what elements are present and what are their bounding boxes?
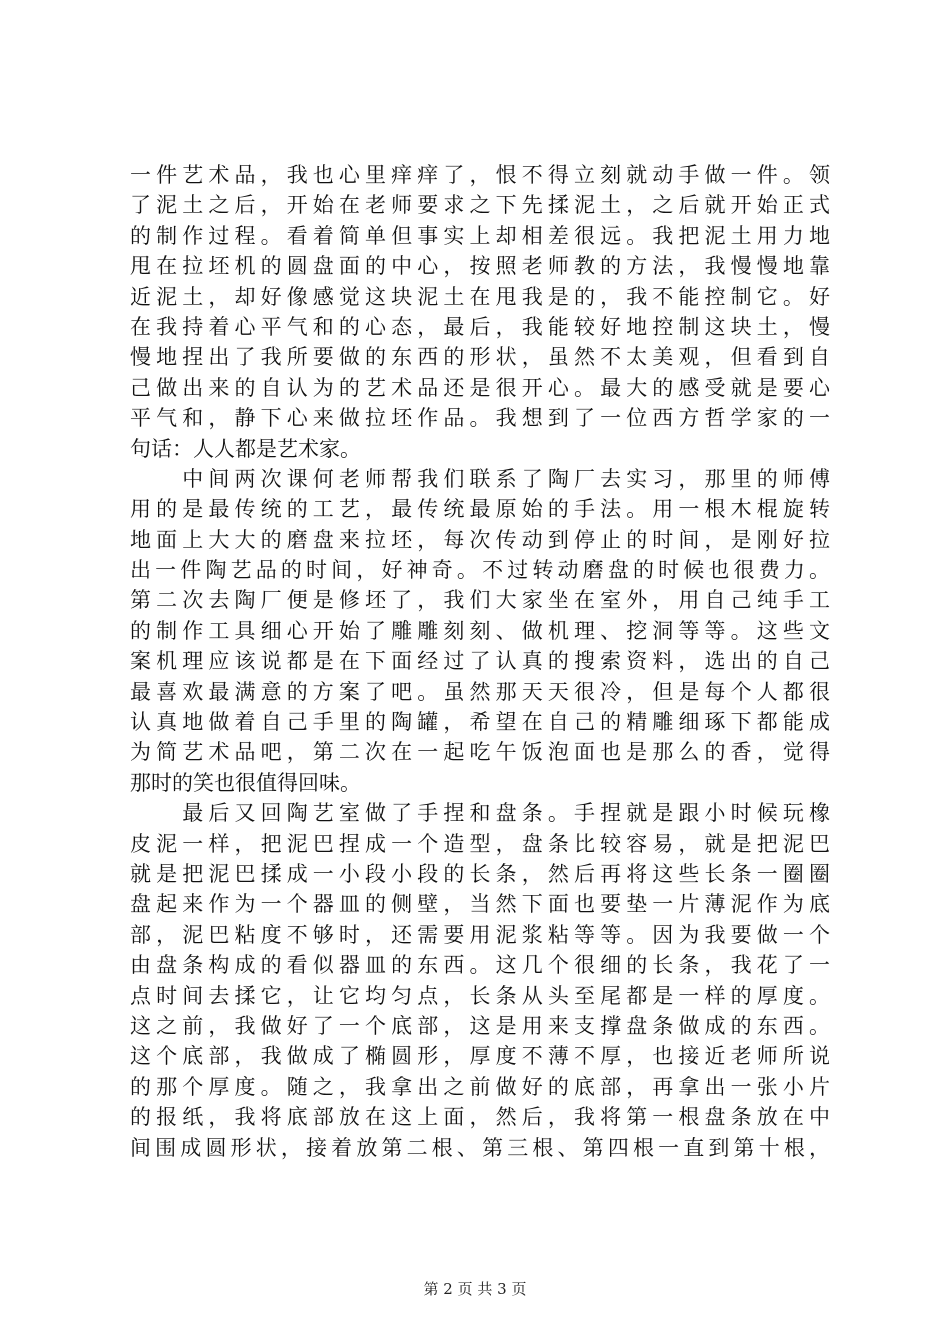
text-line: 句话：人人都是艺术家。 xyxy=(130,436,361,461)
text-line: 的制作过程。看着简单但事实上却相差很远。我把泥土用力地 xyxy=(130,223,830,248)
text-line: 第二次去陶厂便是修坯了，我们大家坐在室外，用自己纯手工 xyxy=(130,588,830,613)
text-line: 的报纸，我将底部放在这上面，然后，我将第一根盘条放在中 xyxy=(130,1105,830,1130)
text-line: 最后又回陶艺室做了手捏和盘条。手捏就是跟小时候玩橡 xyxy=(130,801,830,826)
text-line: 地面上大大的磨盘来拉坯，每次传动到停止的时间，是刚好拉 xyxy=(130,527,830,552)
text-line: 了泥土之后，开始在老师要求之下先揉泥土，之后就开始正式 xyxy=(130,193,830,218)
page-footer: 第 2 页 共 3 页 xyxy=(423,1280,527,1298)
text-line: 部，泥巴粘度不够时，还需要用泥浆粘等等。因为我要做一个 xyxy=(130,922,830,947)
text-line: 平气和，静下心来做拉坯作品。我想到了一位西方哲学家的一 xyxy=(130,406,830,431)
text-line: 近泥土，却好像感觉这块泥土在甩我是的，我不能控制它。好 xyxy=(130,284,830,309)
text-line: 认真地做着自己手里的陶罐，希望在自己的精雕细琢下都能成 xyxy=(130,710,830,735)
body-text xyxy=(130,160,830,1163)
text-line: 用的是最传统的工艺，最传统最原始的手法。用一根木棍旋转 xyxy=(130,497,830,522)
text-line: 那时的笑也很值得回味。 xyxy=(130,770,361,795)
text-line: 案机理应该说都是在下面经过了认真的搜索资料，选出的自己 xyxy=(130,649,830,674)
text-line: 最喜欢最满意的方案了吧。虽然那天天很冷，但是每个人都很 xyxy=(130,679,830,704)
text-line: 甩在拉坯机的圆盘面的中心，按照老师教的方法，我慢慢地靠 xyxy=(130,254,830,279)
text-line: 点时间去揉它，让它均匀点，长条从头至尾都是一样的厚度。 xyxy=(130,983,830,1008)
text-line: 的制作工具细心开始了雕雕刻刻、做机理、挖洞等等。这些文 xyxy=(130,618,830,643)
text-line: 为简艺术品吧，第二次在一起吃午饭泡面也是那么的香，觉得 xyxy=(130,740,830,765)
text-line: 的那个厚度。随之，我拿出之前做好的底部，再拿出一张小片 xyxy=(130,1074,830,1099)
text-line: 由盘条构成的看似器皿的东西。这几个很细的长条，我花了一 xyxy=(130,953,830,978)
text-line: 盘起来作为一个器皿的侧壁，当然下面也要垫一片薄泥作为底 xyxy=(130,892,830,917)
text-line: 就是把泥巴揉成一小段小段的长条，然后再将这些长条一圈圈 xyxy=(130,861,830,886)
text-line: 一件艺术品，我也心里痒痒了，恨不得立刻就动手做一件。领 xyxy=(130,163,830,187)
text-line: 皮泥一样，把泥巴捏成一个造型，盘条比较容易，就是把泥巴 xyxy=(130,831,830,856)
text-line: 出一件陶艺品的时间，好神奇。不过转动磨盘的时候也很费力。 xyxy=(130,558,830,583)
text-line: 这个底部，我做成了椭圆形，厚度不薄不厚，也接近老师所说 xyxy=(130,1044,830,1069)
text-line: 这之前，我做好了一个底部，这是用来支撑盘条做成的东西。 xyxy=(130,1013,830,1038)
text-line: 己做出来的自认为的艺术品还是很开心。最大的感受就是要心 xyxy=(130,375,830,400)
text-line: 间围成圆形状，接着放第二根、第三根、第四根一直到第十根， xyxy=(130,1135,830,1160)
text-line: 中间两次课何老师帮我们联系了陶厂去实习，那里的师傅 xyxy=(130,466,830,491)
text-line: 慢地捏出了我所要做的东西的形状，虽然不太美观，但看到自 xyxy=(130,345,830,370)
text-line: 在我持着心平气和的心态，最后，我能较好地控制这块土，慢 xyxy=(130,314,830,339)
